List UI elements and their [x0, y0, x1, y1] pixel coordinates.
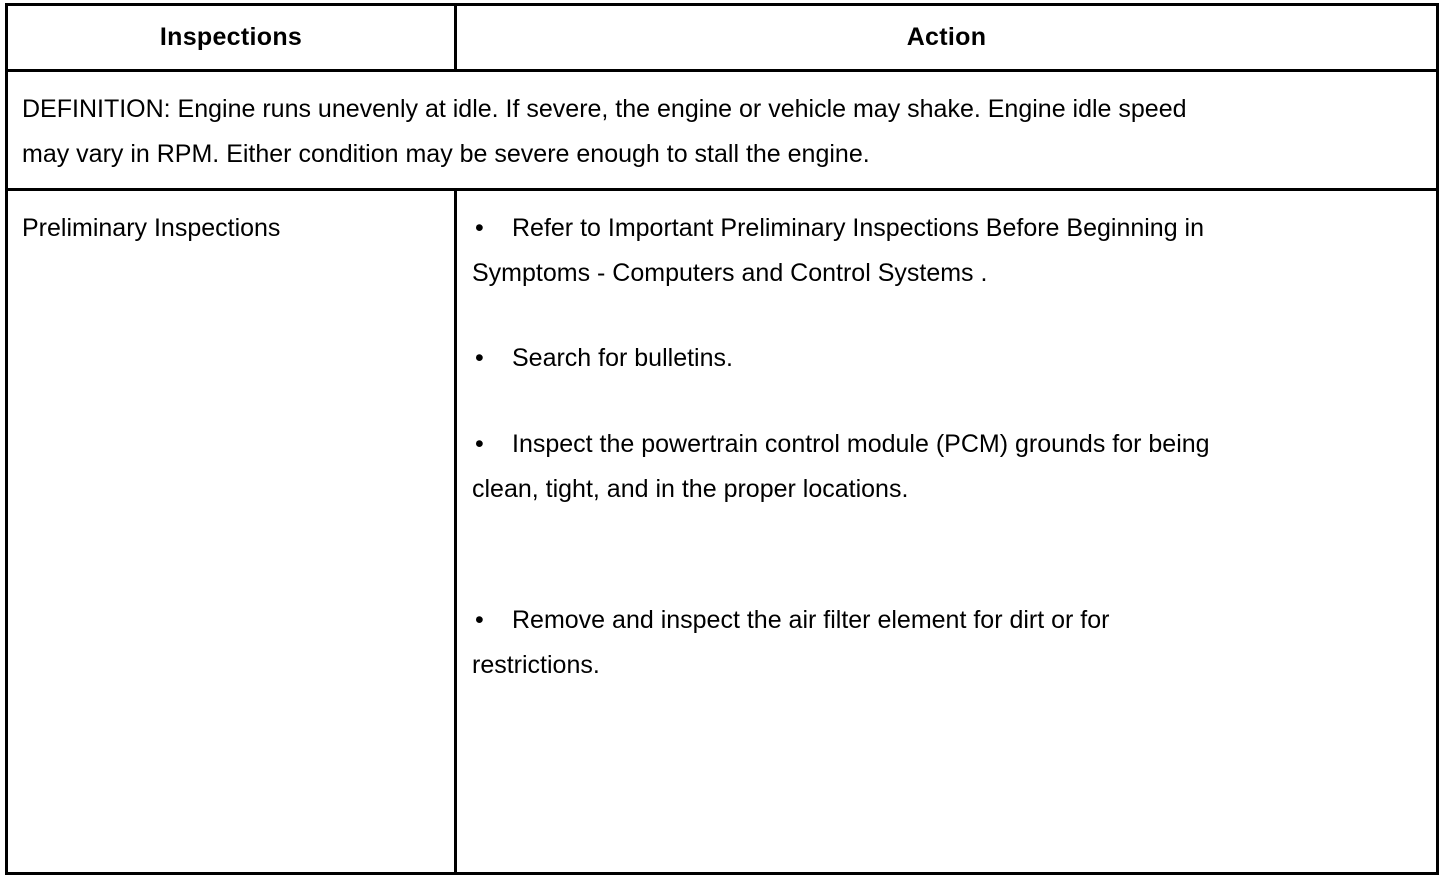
- bullet-icon: •: [475, 344, 484, 372]
- action-item-4-line-2: restrictions.: [472, 651, 600, 679]
- action-item-1-line-2: Symptoms - Computers and Control Systems .: [472, 259, 988, 287]
- definition-divider: [5, 188, 1439, 191]
- column-divider-body: [454, 188, 457, 875]
- action-text: Inspect the powertrain control module (PCM) grounds for being: [512, 430, 1210, 458]
- header-divider: [5, 69, 1439, 72]
- definition-line-1: DEFINITION: Engine runs unevenly at idle. If severe, the engine or vehicle may shake. Engine idle speed: [22, 95, 1187, 123]
- action-item-3-line-2: clean, tight, and in the proper locations.: [472, 475, 909, 503]
- bullet-icon: •: [475, 214, 484, 242]
- action-text: Remove and inspect the air filter element for dirt or for: [512, 606, 1110, 634]
- action-item-1-line-1: [472, 206, 1204, 251]
- bullet-icon: •: [475, 430, 484, 458]
- action-item-3-line-1: [472, 422, 1210, 467]
- definition-line-2: may vary in RPM. Either condition may be severe enough to stall the engine.: [22, 140, 870, 168]
- header-action: Action: [906, 23, 987, 51]
- bullet-icon: •: [475, 606, 484, 634]
- action-item-2-line-1: [472, 336, 733, 381]
- inspection-cell: Preliminary Inspections: [22, 214, 281, 242]
- action-item-4-line-1: [472, 598, 1110, 643]
- action-text: Search for bulletins.: [512, 344, 733, 372]
- action-text: Refer to Important Preliminary Inspections Before Beginning in: [512, 214, 1205, 242]
- header-inspections: Inspections: [159, 23, 303, 51]
